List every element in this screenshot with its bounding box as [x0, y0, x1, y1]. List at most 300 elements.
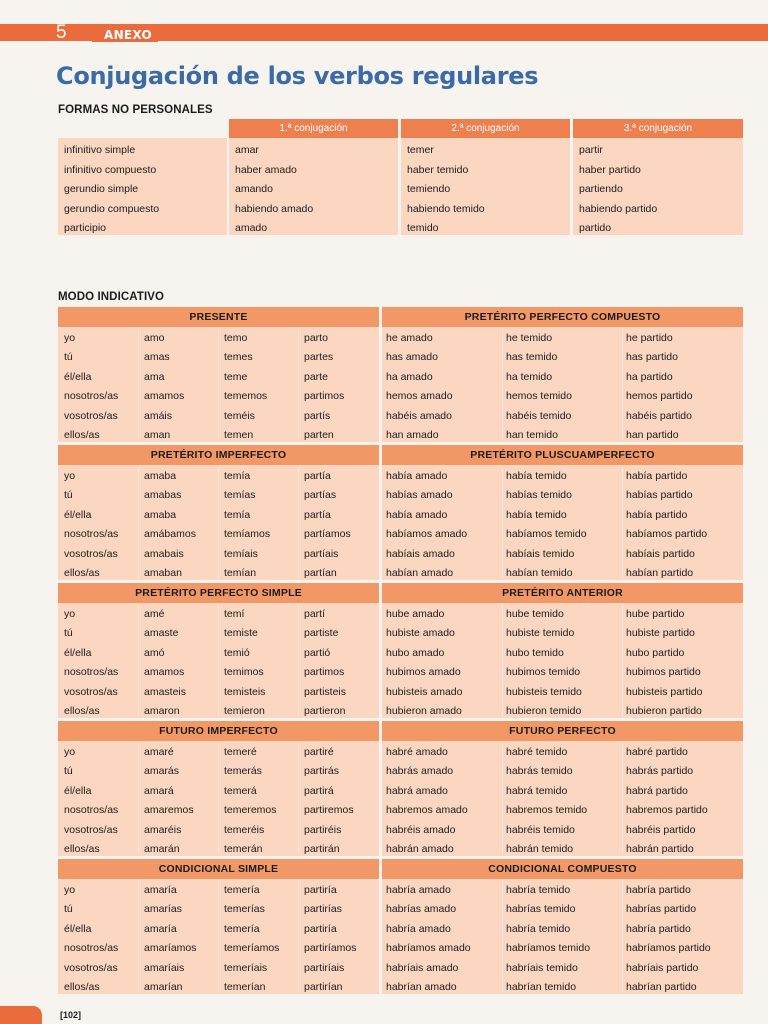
verb-form: temieron [224, 704, 265, 717]
verb-form: temisteis [224, 685, 266, 698]
verb-form: hubo partido [626, 646, 685, 659]
verb-form: temerá [224, 784, 257, 797]
verb-form: amo [144, 332, 165, 344]
np-cell: habiendo amado [235, 202, 314, 215]
verb-form: amé [144, 608, 165, 620]
verb-form: hemos temido [506, 390, 572, 403]
conjugation-row [58, 407, 379, 426]
conjugation-row [382, 743, 743, 762]
conjugation-row [382, 368, 743, 387]
conjugation-row [58, 467, 379, 486]
verb-form: hubieron partido [626, 704, 702, 717]
verb-form: habrán temido [506, 842, 574, 855]
verb-form: amaríamos [144, 942, 197, 955]
verb-form: habrán partido [626, 842, 694, 855]
conjugation-row [382, 782, 743, 801]
verb-form: temen [224, 428, 254, 441]
verb-form: partiría [304, 922, 337, 935]
np-cell: haber temido [407, 163, 469, 176]
verb-form: habrían amado [386, 980, 457, 993]
tense-rows [382, 743, 743, 859]
verb-form: hubiste amado [386, 627, 455, 640]
conjugation-row [58, 702, 379, 721]
verb-form: habremos partido [626, 804, 708, 817]
verb-form: habrán amado [386, 842, 454, 855]
verb-form: habéis temido [506, 409, 572, 422]
verb-form: partía [304, 508, 331, 521]
conjugation-row [58, 840, 379, 859]
conjugation-row [58, 782, 379, 801]
conjugation-row [382, 762, 743, 781]
verb-form: has partido [626, 351, 678, 364]
person-label: yo [64, 332, 76, 344]
verb-form: habrá temido [506, 784, 568, 797]
verb-form: habrás partido [626, 765, 694, 778]
verb-form: habíamos amado [386, 528, 468, 541]
verb-form: habría amado [386, 884, 451, 896]
conjugation-row [382, 881, 743, 900]
verb-form: habría partido [626, 922, 691, 935]
verb-form: partiremos [304, 804, 354, 817]
conjugation-row [382, 486, 743, 505]
conjugation-row [382, 506, 743, 525]
verb-form: hubieron amado [386, 704, 462, 717]
simple-tense-block [58, 445, 379, 580]
np-cell: temido [407, 222, 439, 234]
tense-rows [382, 467, 743, 583]
conjugation-row [58, 564, 379, 583]
conjugation-row [58, 624, 379, 643]
np-cell: habiendo partido [579, 202, 658, 215]
verb-form: partiría [304, 884, 337, 896]
verb-form: he amado [386, 332, 433, 344]
verb-form: habréis partido [626, 823, 696, 836]
verb-form: hubisteis amado [386, 685, 463, 698]
verb-form: partiríamos [304, 942, 357, 955]
verb-form: partían [304, 566, 337, 579]
verb-form: amamos [144, 390, 185, 403]
conjugation-row [58, 605, 379, 624]
page-title: Conjugación de los verbos regulares [56, 62, 539, 90]
conjugation-row [382, 683, 743, 702]
verb-form: habré amado [386, 746, 448, 758]
section-tag: ANEXO [92, 26, 158, 42]
verb-form: habéis partido [626, 409, 692, 422]
conjugation-row [382, 821, 743, 840]
np-cell: temer [407, 144, 434, 156]
verb-form: amarías [144, 903, 182, 916]
verb-form: partisteis [304, 685, 347, 698]
np-cell: partir [579, 144, 603, 156]
verb-form: hemos partido [626, 390, 693, 403]
np-column-header: 1.ª conjugación [229, 119, 398, 138]
page-tab [0, 1006, 42, 1024]
verb-form: amaba [144, 508, 177, 521]
verb-form: partirán [304, 842, 340, 855]
verb-form: tememos [224, 390, 268, 403]
verb-form: había partido [626, 508, 688, 521]
np-cell: amar [235, 144, 259, 156]
verb-form: amas [144, 351, 170, 364]
np-row-label: participio [64, 222, 107, 234]
verb-form: amarían [144, 980, 183, 993]
person-label: ellos/as [64, 704, 100, 717]
np-cell: haber amado [235, 163, 297, 176]
verb-form: había temido [506, 508, 567, 521]
conjugation-row [58, 939, 379, 958]
conjugation-row [382, 605, 743, 624]
verb-form: temes [224, 351, 253, 364]
conjugation-row [58, 525, 379, 544]
np-row-label: gerundio compuesto [64, 202, 160, 215]
verb-form: ha temido [506, 370, 553, 383]
verb-form: amaría [144, 922, 177, 935]
person-label: él/ella [64, 370, 92, 383]
verb-form: amó [144, 646, 165, 659]
verb-form: amamos [144, 666, 185, 679]
conjugation-row [382, 329, 743, 348]
verb-form: habrías amado [386, 903, 457, 916]
np-column-header: 3.ª conjugación [573, 119, 743, 138]
verb-form: partiré [304, 746, 334, 758]
verb-form: había partido [626, 470, 688, 482]
verb-form: habéis amado [386, 409, 452, 422]
verb-form: partió [304, 646, 331, 659]
conjugation-row [58, 821, 379, 840]
verb-form: partías [304, 489, 337, 502]
conjugation-row [58, 801, 379, 820]
verb-form: ha amado [386, 370, 433, 383]
verb-form: temía [224, 508, 251, 521]
verb-form: amaré [144, 746, 174, 758]
np-label-column [58, 119, 227, 235]
verb-form: hube amado [386, 608, 445, 620]
verb-form: partes [304, 351, 334, 364]
verb-form: habríamos temido [506, 942, 591, 955]
verb-form: temí [224, 608, 245, 620]
verb-form: habríais temido [506, 961, 578, 974]
conjugation-row [58, 329, 379, 348]
tense-title: PRETÉRITO IMPERFECTO [58, 445, 379, 465]
verb-form: partimos [304, 390, 345, 403]
verb-form: temerías [224, 903, 265, 916]
np-cell: habiendo temido [407, 202, 485, 215]
verb-form: partís [304, 409, 331, 422]
verb-form: teme [224, 370, 248, 383]
verb-form: amaron [144, 704, 180, 717]
verb-form: habíais partido [626, 547, 695, 560]
verb-form: han partido [626, 428, 679, 441]
verb-form: habríamos amado [386, 942, 471, 955]
verb-form: habían partido [626, 566, 694, 579]
verb-form: hube partido [626, 608, 685, 620]
verb-form: hubisteis temido [506, 685, 582, 698]
np-row-label: gerundio simple [64, 183, 139, 195]
verb-form: temimos [224, 666, 264, 679]
verb-form: parten [304, 428, 334, 441]
verb-form: amabas [144, 489, 182, 502]
person-label: él/ella [64, 646, 92, 659]
person-label: ellos/as [64, 566, 100, 579]
verb-form: habrás amado [386, 765, 454, 778]
verb-form: amábamos [144, 528, 196, 541]
conjugation-row [58, 348, 379, 367]
verb-form: habríais amado [386, 961, 459, 974]
np-cell: partiendo [579, 183, 623, 195]
verb-form: habréis amado [386, 823, 456, 836]
verb-form: habría temido [506, 884, 571, 896]
verb-form: hubieron temido [506, 704, 582, 717]
conjugation-row [382, 920, 743, 939]
verb-form: partirían [304, 980, 343, 993]
tense-rows [382, 329, 743, 445]
conjugation-row [382, 525, 743, 544]
person-label: yo [64, 470, 76, 482]
np-cell: amando [235, 183, 273, 195]
verb-form: hubisteis partido [626, 685, 703, 698]
np-cell: amado [235, 222, 268, 234]
np-cell: haber partido [579, 163, 641, 176]
verb-form: amará [144, 784, 174, 797]
conjugation-row [382, 467, 743, 486]
verb-form: partimos [304, 666, 345, 679]
compound-tense-block [382, 721, 743, 856]
verb-form: amaban [144, 566, 182, 579]
verb-form: amasteis [144, 685, 187, 698]
verb-form: habíais amado [386, 547, 455, 560]
verb-form: hemos amado [386, 390, 453, 403]
verb-form: temeréis [224, 823, 265, 836]
person-label: él/ella [64, 508, 92, 521]
conjugation-row [382, 959, 743, 978]
conjugation-row [382, 900, 743, 919]
verb-form: ha partido [626, 370, 673, 383]
np-cell: partido [579, 222, 612, 234]
conjugation-row [58, 762, 379, 781]
conjugation-row [382, 426, 743, 445]
verb-form: habrías partido [626, 903, 697, 916]
conjugation-row [58, 900, 379, 919]
verb-form: hubiste partido [626, 627, 695, 640]
verb-form: partíais [304, 547, 339, 560]
verb-form: amarán [144, 842, 180, 855]
verb-form: han amado [386, 428, 439, 441]
verb-form: amaríais [144, 961, 185, 974]
verb-form: temerán [224, 842, 263, 855]
verb-form: he temido [506, 332, 553, 344]
verb-form: habías partido [626, 489, 693, 502]
tense-rows [382, 881, 743, 997]
conjugation-row [58, 426, 379, 445]
verb-form: partí [304, 608, 326, 620]
tense-rows [382, 605, 743, 721]
simple-tense-block [58, 583, 379, 718]
verb-form: temería [224, 884, 260, 896]
verb-form: habían amado [386, 566, 454, 579]
conjugation-row [58, 978, 379, 997]
person-label: tú [64, 489, 73, 502]
conjugation-row [382, 387, 743, 406]
person-label: ellos/as [64, 980, 100, 993]
conjugation-row [58, 387, 379, 406]
verb-form: habíamos temido [506, 528, 587, 541]
formas-no-personales-heading: FORMAS NO PERSONALES [58, 104, 213, 116]
verb-form: temeremos [224, 804, 277, 817]
person-label: yo [64, 608, 76, 620]
person-label: vosotros/as [64, 685, 118, 698]
tense-title: CONDICIONAL COMPUESTO [382, 859, 743, 879]
person-label: vosotros/as [64, 823, 118, 836]
verb-form: partiréis [304, 823, 342, 836]
verb-form: temeríais [224, 961, 268, 974]
verb-form: partieron [304, 704, 346, 717]
person-label: ellos/as [64, 428, 100, 441]
person-label: tú [64, 627, 73, 640]
conjugation-row [382, 644, 743, 663]
verb-form: temerás [224, 765, 262, 778]
conjugation-row [382, 978, 743, 997]
person-label: nosotros/as [64, 390, 119, 403]
modo-indicativo-heading: MODO INDICATIVO [58, 291, 165, 303]
verb-form: amaste [144, 627, 179, 640]
verb-form: temeré [224, 746, 257, 758]
conjugation-row [58, 683, 379, 702]
conjugation-row [58, 545, 379, 564]
verb-form: has amado [386, 351, 438, 364]
person-label: nosotros/as [64, 666, 119, 679]
verb-form: partirías [304, 903, 342, 916]
verb-form: temería [224, 922, 260, 935]
verb-form: había amado [386, 470, 448, 482]
person-label: nosotros/as [64, 942, 119, 955]
np-column-header: 2.ª conjugación [401, 119, 570, 138]
verb-form: temía [224, 470, 251, 482]
verb-form: habré temido [506, 746, 568, 758]
verb-form: habíais temido [506, 547, 575, 560]
verb-form: amarás [144, 765, 180, 778]
verb-form: teméis [224, 409, 255, 422]
tense-title: PRETÉRITO PLUSCUAMPERFECTO [382, 445, 743, 465]
verb-form: habré partido [626, 746, 688, 758]
compound-tense-block [382, 583, 743, 718]
conjugation-row [58, 959, 379, 978]
verb-form: habrás temido [506, 765, 573, 778]
verb-form: amabais [144, 547, 184, 560]
conjugation-row [382, 840, 743, 859]
verb-form: hubo temido [506, 646, 564, 659]
simple-tense-block [58, 721, 379, 856]
verb-form: amaría [144, 884, 177, 896]
verb-form: temías [224, 489, 256, 502]
conjugation-row [382, 702, 743, 721]
tense-rows [58, 743, 379, 859]
conjugation-row [58, 920, 379, 939]
conjugation-row [382, 624, 743, 643]
conjugation-row [382, 663, 743, 682]
person-label: tú [64, 903, 73, 916]
verb-form: amaremos [144, 804, 194, 817]
verb-form: habremos amado [386, 804, 468, 817]
tense-title: PRETÉRITO ANTERIOR [382, 583, 743, 603]
person-label: tú [64, 765, 73, 778]
verb-form: temían [224, 566, 257, 579]
verb-form: habías amado [386, 489, 453, 502]
verb-form: partiríais [304, 961, 345, 974]
verb-form: habían temido [506, 566, 573, 579]
person-label: él/ella [64, 922, 92, 935]
verb-form: aman [144, 428, 171, 441]
np-row-label: infinitivo simple [64, 144, 136, 156]
verb-form: han temido [506, 428, 558, 441]
tense-title: CONDICIONAL SIMPLE [58, 859, 379, 879]
conjugation-row [58, 486, 379, 505]
verb-form: hubimos partido [626, 666, 701, 679]
verb-form: habríamos partido [626, 942, 711, 955]
verb-form: habremos temido [506, 804, 588, 817]
page-number: [102] [60, 1010, 82, 1020]
verb-form: habías temido [506, 489, 572, 502]
verb-form: partía [304, 470, 331, 482]
person-label: yo [64, 884, 76, 896]
verb-form: habría temido [506, 922, 571, 935]
conjugation-row [58, 663, 379, 682]
verb-form: he partido [626, 332, 673, 344]
verb-form: habrías temido [506, 903, 576, 916]
verb-form: parte [304, 370, 328, 383]
verb-form: amáis [144, 409, 173, 422]
tense-title: PRESENTE [58, 307, 379, 327]
verb-form: habrá amado [386, 784, 448, 797]
conjugation-row [58, 644, 379, 663]
person-label: nosotros/as [64, 804, 119, 817]
verb-form: había temido [506, 470, 567, 482]
verb-form: hubimos temido [506, 666, 581, 679]
verb-form: parto [304, 332, 328, 344]
verb-form: habrían partido [626, 980, 697, 993]
verb-form: habréis temido [506, 823, 575, 836]
verb-form: habría partido [626, 884, 691, 896]
verb-form: hubo amado [386, 646, 445, 659]
person-label: vosotros/as [64, 961, 118, 974]
verb-form: temo [224, 332, 248, 344]
tense-rows [58, 881, 379, 997]
verb-form: habría amado [386, 922, 451, 935]
person-label: él/ella [64, 784, 92, 797]
np-column-3 [573, 119, 743, 235]
person-label: yo [64, 746, 76, 758]
person-label: vosotros/as [64, 409, 118, 422]
person-label: nosotros/as [64, 528, 119, 541]
np-column-1 [229, 119, 398, 235]
conjugation-row [382, 545, 743, 564]
verb-form: temíamos [224, 528, 271, 541]
verb-form: amaréis [144, 823, 182, 836]
verb-form: temíais [224, 547, 258, 560]
conjugation-row [58, 743, 379, 762]
verb-form: hubimos amado [386, 666, 461, 679]
conjugation-row [58, 881, 379, 900]
person-label: vosotros/as [64, 547, 118, 560]
verb-form: habríais partido [626, 961, 699, 974]
conjugation-row [58, 368, 379, 387]
conjugation-row [382, 348, 743, 367]
simple-tense-block [58, 859, 379, 994]
conjugation-row [382, 939, 743, 958]
verb-form: temió [224, 646, 250, 659]
conjugation-row [382, 564, 743, 583]
verb-form: partíamos [304, 528, 351, 541]
tense-title: PRETÉRITO PERFECTO SIMPLE [58, 583, 379, 603]
